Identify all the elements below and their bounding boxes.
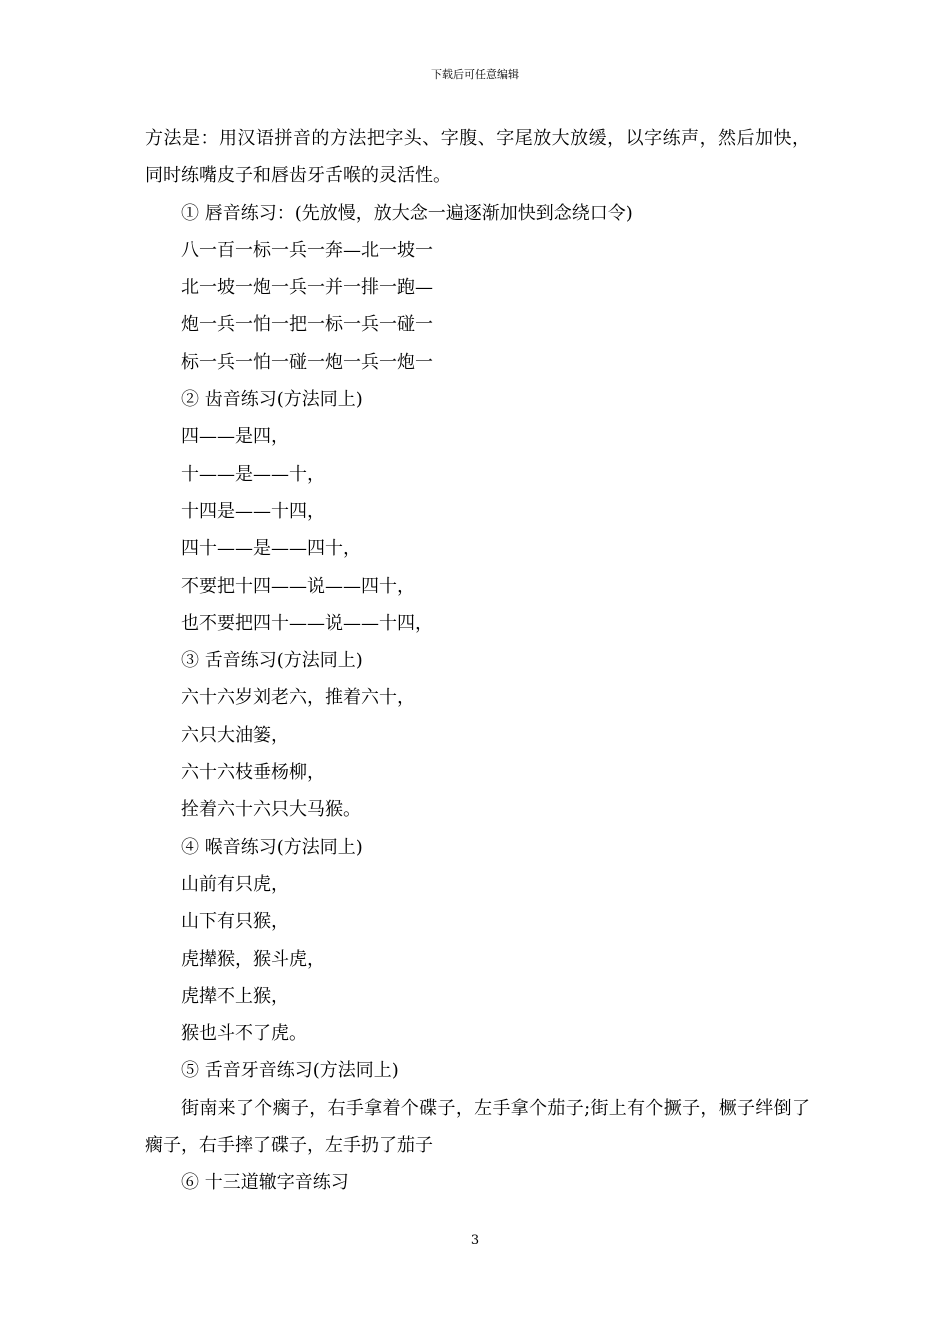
line-lip-2: 北一坡一炮一兵一并一排一跑— [181, 277, 433, 299]
intro-paragraph: 方法是：用汉语拼音的方法把字头、字腹、字尾放大放缓，以字练声，然后加快，同时练嘴皮子和唇齿牙舌喉的灵活性。 [145, 128, 810, 187]
line-throat-1: 山前有只虎， [181, 873, 289, 895]
line-tooth-4: 四十——是——四十， [181, 538, 361, 560]
line-lip-1: 八一百一标一兵一奔—北一坡一 [181, 239, 433, 261]
tongue-twister-paragraph: 街南来了个瘸子，右手拿着个碟子，左手拿个茄子;街上有个撅子，橛子绊倒了瘸子，右手摔了碟子，左手扔了茄子 [145, 1097, 810, 1157]
line-tongue-4: 拴着六十六只大马猴。 [181, 799, 361, 821]
line-lip-4: 标一兵一怕一碰一炮一兵一炮一 [181, 351, 433, 373]
line-throat-5: 猴也斗不了虎。 [181, 1023, 307, 1045]
line-throat-2: 山下有只猴， [181, 911, 289, 933]
line-thirteen-rhymes-heading: ⑥ 十三道辙字音练习 [181, 1172, 349, 1194]
line-tongue-tooth-heading: ⑤ 舌音牙音练习(方法同上) [181, 1060, 399, 1082]
line-lip-sound-heading: ① 唇音练习：(先放慢，放大念一遍逐渐加快到念绕口令) [181, 202, 633, 224]
line-tooth-3: 十四是——十四， [181, 500, 325, 522]
line-throat-4: 虎撵不上猴， [181, 985, 289, 1007]
line-tooth-sound-heading: ② 齿音练习(方法同上) [181, 389, 363, 411]
page-header: 下载后可任意编辑 [431, 68, 519, 81]
document-body [145, 120, 810, 1202]
line-tongue-sound-heading: ③ 舌音练习(方法同上) [181, 650, 363, 672]
line-tongue-1: 六十六岁刘老六，推着六十， [181, 687, 415, 709]
line-throat-3: 虎撵猴，猴斗虎， [181, 948, 325, 970]
line-throat-sound-heading: ④ 喉音练习(方法同上) [181, 836, 363, 858]
line-tooth-5: 不要把十四——说——四十， [181, 575, 415, 597]
line-lip-3: 炮一兵一怕一把一标一兵一碰一 [181, 314, 433, 336]
line-tooth-2: 十——是——十， [181, 463, 325, 485]
line-tongue-3: 六十六枝垂杨柳， [181, 762, 325, 784]
line-tongue-2: 六只大油篓， [181, 724, 289, 746]
line-tooth-1: 四——是四， [181, 426, 289, 448]
page-number: 3 [470, 1233, 480, 1248]
line-tooth-6: 也不要把四十——说——十四， [181, 612, 433, 634]
